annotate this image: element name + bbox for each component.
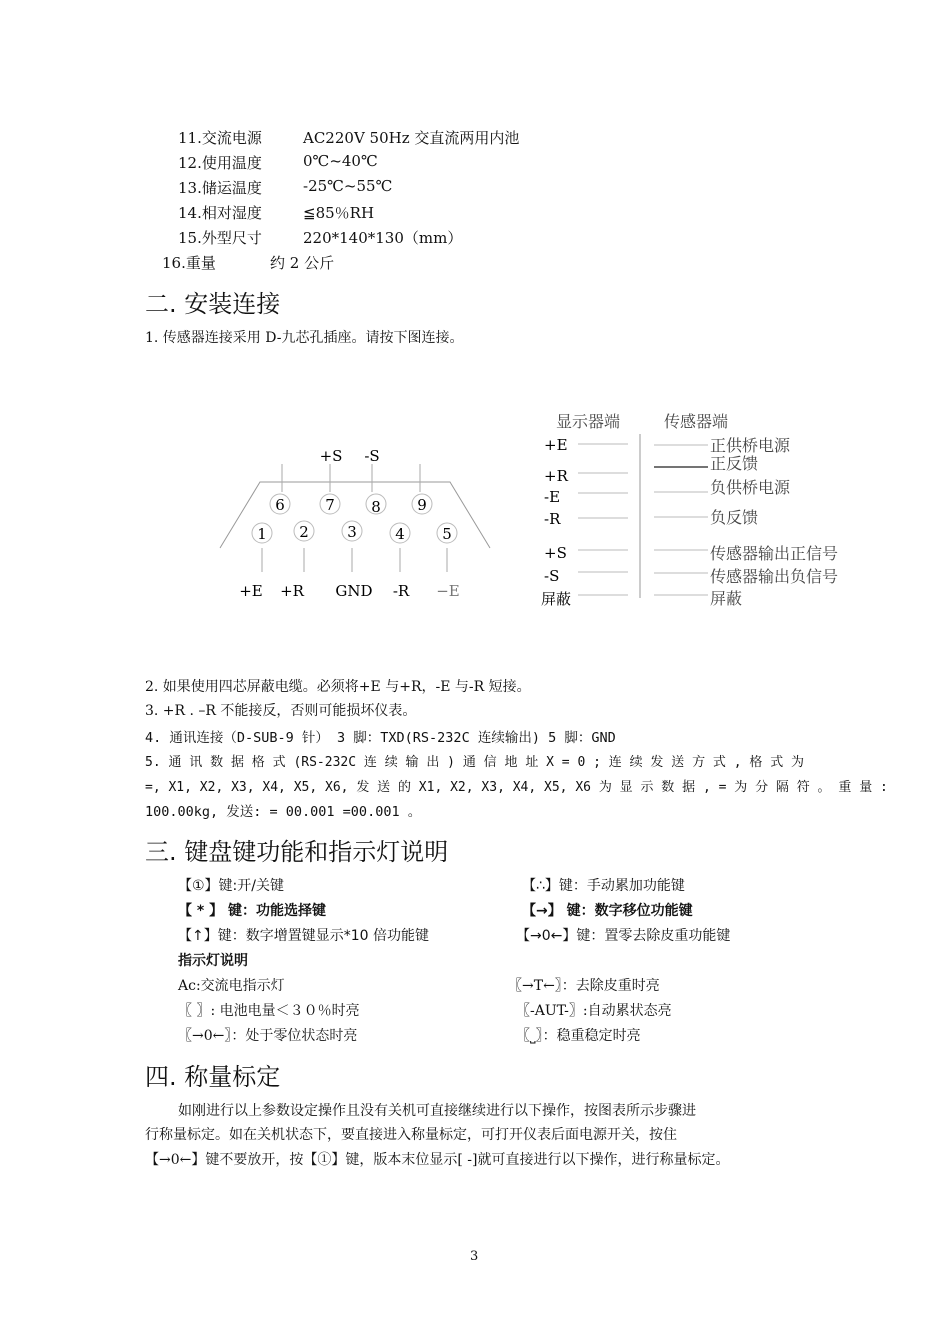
svg-text:传感器输出正信号: 传感器输出正信号 xyxy=(710,544,839,563)
indicator-tare: 〖→T←〗：去除皮重时亮 xyxy=(508,978,660,994)
section4-heading: 四. 称量标定 xyxy=(145,1063,281,1091)
section2-para-1: 1. 传感器连接采用 D-九芯孔插座。请按下图连接。 xyxy=(145,330,464,346)
svg-text:+S: +S xyxy=(544,544,567,562)
spec-label-16: 16.重量 xyxy=(162,254,216,272)
svg-text:-S: -S xyxy=(544,567,560,585)
svg-text:+R: +R xyxy=(544,467,568,485)
svg-text:6: 6 xyxy=(275,496,285,514)
indicator-zero: 〖→0←〗：处于零位状态时亮 xyxy=(178,1028,358,1044)
label-minus-s: -S xyxy=(364,447,380,465)
pin-3 xyxy=(342,521,362,541)
svg-text:屏蔽: 屏蔽 xyxy=(710,589,743,608)
indicator-battery: 〖 〗: 电池电量＜３０％时亮 xyxy=(178,1003,360,1019)
key-function-select: 【 * 】 键：功能选择键 xyxy=(178,903,326,919)
svg-text:屏蔽: 屏蔽 xyxy=(541,590,572,608)
connector-diagram xyxy=(210,400,850,610)
label-plus-r: +R xyxy=(280,582,304,600)
svg-text:传感器输出负信号: 传感器输出负信号 xyxy=(710,567,839,586)
svg-text:负供桥电源: 负供桥电源 xyxy=(710,478,791,497)
label-minus-e: −E xyxy=(436,582,460,600)
svg-text:负反馈: 负反馈 xyxy=(710,508,759,527)
spec-value-14: ≦85％RH xyxy=(303,204,375,222)
svg-text:7: 7 xyxy=(325,496,335,514)
spec-label-13: 13.储运温度 xyxy=(178,179,262,197)
section2-heading: 二. 安装连接 xyxy=(145,290,281,318)
svg-text:-E: -E xyxy=(544,488,561,506)
svg-text:9: 9 xyxy=(417,496,427,514)
spec-label-11: 11.交流电源 xyxy=(178,129,262,147)
section2-para-4: 4. 通讯连接（D-SUB-9 针） 3 脚：TXD(RS-232C 连续输出) 5 脚：GND xyxy=(145,730,616,746)
svg-text:3: 3 xyxy=(347,523,357,541)
head-display-end: 显示器端 xyxy=(556,412,621,431)
pin-4 xyxy=(390,523,410,543)
spec-label-14: 14.相对湿度 xyxy=(178,204,262,222)
spec-value-16: 约 2 公斤 xyxy=(270,254,335,272)
spec-value-12: 0℃~40℃ xyxy=(303,152,378,170)
key-digit-shift: 【→】 键：数字移位功能键 xyxy=(522,903,693,919)
section2-para-5c: 100.00kg, 发送: = 00.001 =00.001 。 xyxy=(145,804,422,820)
svg-text:+E: +E xyxy=(544,436,568,454)
section2-para-5b: =, X1, X2, X3, X4, X5, X6, 发 送 的 X1, X2, X3, X4, X5, X6 为 显 示 数 据 , = 为 分 隔 符 。 重 量 : xyxy=(145,780,888,795)
section4-line-1: 如刚进行以上参数设定操作且没有关机可直接继续进行以下操作，按图表所示步骤进 xyxy=(178,1103,696,1119)
section4-line-3: 【→0←】键不要放开，按【①】键，版本末位显示[ -]就可直接进行以下操作，进行称量标定。 xyxy=(145,1152,730,1168)
pin-8 xyxy=(366,494,386,516)
svg-text:2: 2 xyxy=(299,523,309,541)
svg-text:正供桥电源: 正供桥电源 xyxy=(710,436,791,455)
section3-heading: 三. 键盘键功能和指示灯说明 xyxy=(145,838,449,866)
spec-value-15: 220*140*130（mm） xyxy=(303,229,463,247)
pin-2 xyxy=(294,521,314,541)
indicator-ac: Ac:交流电指示灯 xyxy=(178,978,285,994)
section2-para-5a: 5. 通 讯 数 据 格 式 (RS-232C 连 续 输 出 ) 通 信 地 址 X = 0 ; 连 续 发 送 方 式 , 格 式 为 xyxy=(145,755,805,770)
indicator-stable: 〖⎵〗：稳重稳定时亮 xyxy=(516,1028,641,1044)
spec-value-13: -25℃~55℃ xyxy=(303,177,393,195)
section2-para-2: 2. 如果使用四芯屏蔽电缆。必须将+E 与+R，-E 与-R 短接。 xyxy=(145,679,531,695)
spec-value-11: AC220V 50Hz 交直流两用内池 xyxy=(303,129,520,147)
pin-6 xyxy=(270,494,290,514)
label-minus-r: -R xyxy=(392,582,410,600)
svg-text:4: 4 xyxy=(395,525,405,543)
label-plus-s: +S xyxy=(319,447,343,465)
key-increment: 【↑】键：数字增置键显示*10 倍功能键 xyxy=(178,928,429,944)
section4-line-2: 行称量标定。如在关机状态下，要直接进入称量标定，可打开仪表后面电源开关，按住 xyxy=(145,1127,677,1143)
svg-text:1: 1 xyxy=(257,525,267,543)
svg-text:-R: -R xyxy=(544,510,561,528)
pin-9 xyxy=(412,494,432,514)
svg-text:正反馈: 正反馈 xyxy=(710,454,759,473)
pin-1 xyxy=(252,523,272,543)
key-zero-tare: 【→0←】键：置零去除皮重功能键 xyxy=(516,928,731,944)
spec-label-15: 15.外型尺寸 xyxy=(178,229,262,247)
pin-5 xyxy=(437,523,457,543)
head-sensor-end: 传感器端 xyxy=(664,412,729,431)
indicator-auto: 〖-AUT-〗:自动累状态亮 xyxy=(516,1003,672,1019)
svg-text:8: 8 xyxy=(371,498,381,516)
pin-7 xyxy=(320,494,340,514)
spec-label-12: 12.使用温度 xyxy=(178,154,262,172)
label-gnd: GND xyxy=(335,582,373,600)
section2-para-3: 3. +R . –R 不能接反，否则可能损坏仪表。 xyxy=(145,703,417,719)
indicator-title: 指示灯说明 xyxy=(178,953,248,969)
page-number: 3 xyxy=(470,1249,479,1264)
key-power: 【①】键:开/关键 xyxy=(178,878,284,894)
svg-text:5: 5 xyxy=(442,525,452,543)
label-plus-e: +E xyxy=(239,582,263,600)
key-accumulate: 【∴】键：手动累加功能键 xyxy=(522,878,685,894)
